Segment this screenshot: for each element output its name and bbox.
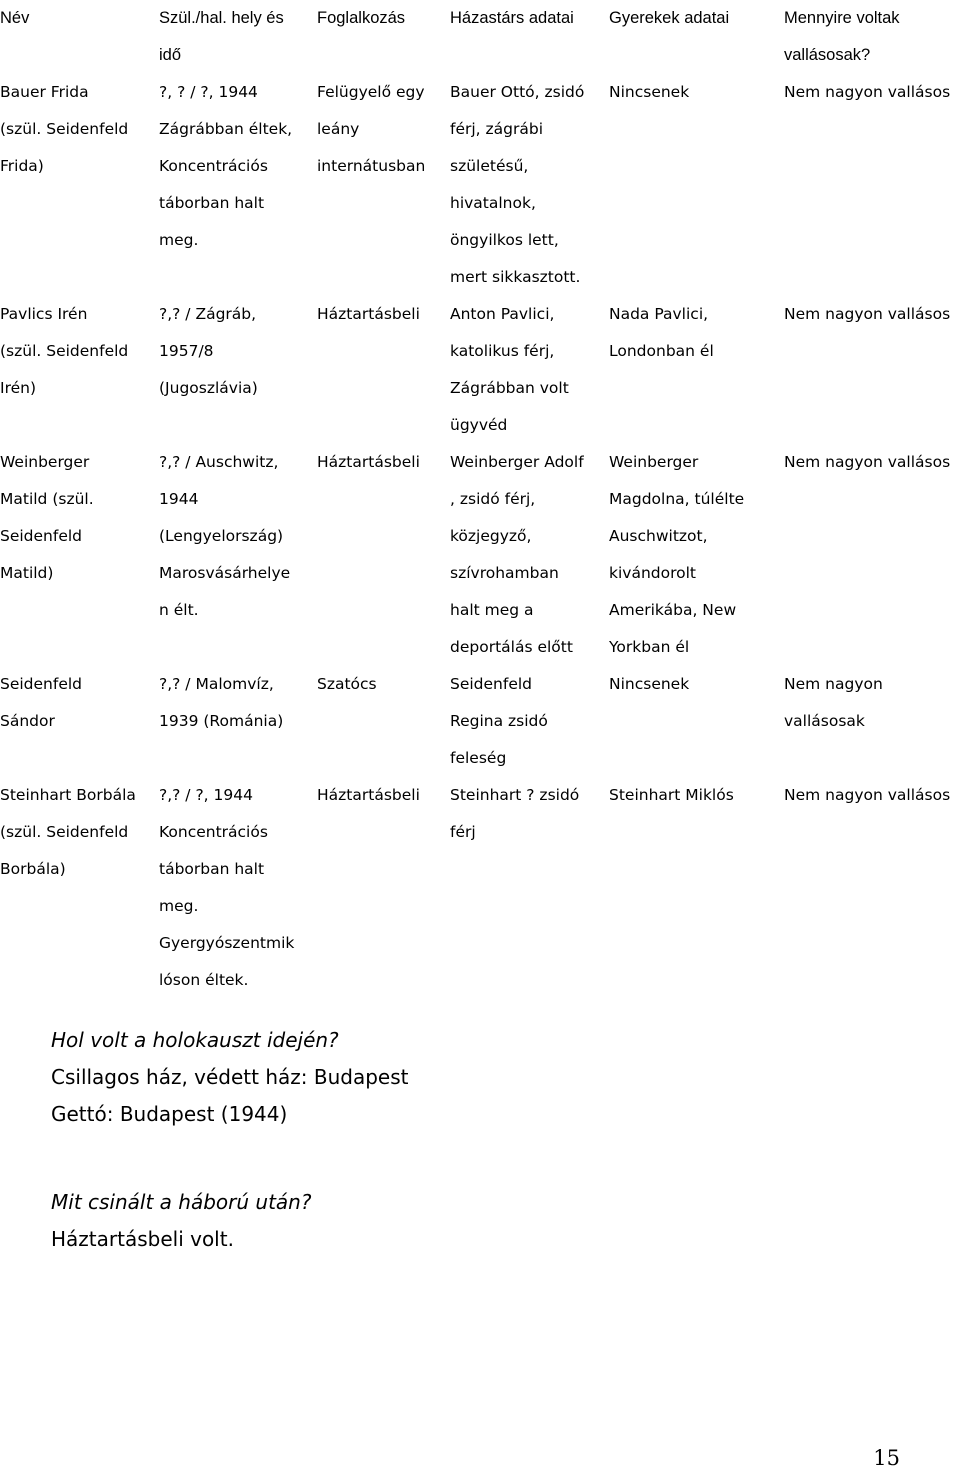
header-cell [784, 0, 960, 74]
table-cell [159, 666, 317, 777]
cell-line: Nem nagyon vallásos [784, 305, 951, 323]
cell-line: Nincsenek [609, 83, 690, 101]
cell-line: Marosvásárhelye [159, 564, 291, 582]
table-cell [784, 74, 960, 296]
header-cell [0, 0, 159, 74]
table-cell [609, 666, 784, 777]
cell-line: Felügyelő egy [317, 83, 425, 101]
cell-line: Seidenfeld [450, 675, 533, 693]
header-cell-line: Foglalkozás [317, 9, 406, 27]
cell-line: férj [450, 823, 476, 841]
table-cell [450, 666, 609, 777]
cell-line: Steinhart Borbála [0, 786, 136, 804]
table-cell [784, 666, 960, 777]
cell-line: Háztartásbeli [317, 786, 420, 804]
table-cell [784, 296, 960, 444]
table-cell [609, 444, 784, 666]
table-row [0, 74, 960, 296]
cell-line: Zágrábban volt [450, 379, 569, 397]
cell-line: Nem nagyon vallásos [784, 786, 951, 804]
cell-line: Borbála) [0, 860, 66, 878]
table-cell [159, 74, 317, 296]
cell-line: Matild) [0, 564, 54, 582]
table-cell [317, 777, 450, 999]
cell-line: Weinberger Adolf [450, 453, 584, 471]
cell-line: táborban halt [159, 860, 265, 878]
cell-line: internátusban [317, 157, 426, 175]
header-cell-line: Gyerekek adatai [609, 9, 730, 27]
cell-line: Háztartásbeli [317, 305, 420, 323]
cell-line: (szül. Seidenfeld [0, 342, 129, 360]
cell-line: Pavlics Irén [0, 305, 88, 323]
table-cell [784, 444, 960, 666]
cell-line: lóson éltek. [159, 971, 249, 989]
cell-line: Seidenfeld [0, 675, 83, 693]
cell-line: , zsidó férj, [450, 490, 536, 508]
cell-line: ?,? / ?, 1944 [159, 786, 253, 804]
cell-line: Koncentrációs [159, 157, 268, 175]
cell-line: meg. [159, 897, 199, 915]
table-cell [0, 296, 159, 444]
table-cell [159, 296, 317, 444]
header-cell [317, 0, 450, 74]
cell-line: ?,? / Auschwitz, [159, 453, 279, 471]
table-cell [0, 777, 159, 999]
cell-line: hivatalnok, [450, 194, 536, 212]
table-cell [450, 777, 609, 999]
cell-line: halt meg a [450, 601, 534, 619]
answer-after-war: Háztartásbeli volt. [51, 1227, 234, 1251]
table-cell [450, 296, 609, 444]
cell-line: szívrohamban [450, 564, 559, 582]
cell-line: (Lengyelország) [159, 527, 284, 545]
cell-line: (szül. Seidenfeld [0, 823, 129, 841]
header-cell [609, 0, 784, 74]
cell-line: Steinhart Miklós [609, 786, 734, 804]
cell-line: öngyilkos lett, [450, 231, 559, 249]
table-row [0, 444, 960, 666]
cell-line: születésű, [450, 157, 529, 175]
table-row [0, 666, 960, 777]
cell-line: deportálás előtt [450, 638, 573, 656]
cell-line: Szatócs [317, 675, 377, 693]
cell-line: Amerikába, New [609, 601, 737, 619]
cell-line: vallásosak [784, 712, 865, 730]
cell-line: Weinberger [0, 453, 90, 471]
answer-house: Csillagos ház, védett ház: Budapest [51, 1065, 409, 1089]
table-cell [450, 74, 609, 296]
header-cell [450, 0, 609, 74]
cell-line: ?, ? / ?, 1944 [159, 83, 258, 101]
table-cell [609, 74, 784, 296]
question-holocaust: Hol volt a holokauszt idején? [51, 1028, 339, 1052]
table-header-row [0, 0, 960, 74]
cell-line: Koncentrációs [159, 823, 268, 841]
cell-line: (szül. Seidenfeld [0, 120, 129, 138]
cell-line: Anton Pavlici, [450, 305, 555, 323]
table-cell [0, 666, 159, 777]
table-cell [159, 444, 317, 666]
question-after-war: Mit csinált a háború után? [51, 1190, 312, 1214]
cell-line: Zágrábban éltek, [159, 120, 293, 138]
cell-line: meg. [159, 231, 199, 249]
cell-line: ?,? / Malomvíz, [159, 675, 274, 693]
table-cell [609, 777, 784, 999]
cell-line: mert sikkasztott. [450, 268, 581, 286]
cell-line: Londonban él [609, 342, 714, 360]
header-cell-line: vallásosak? [784, 46, 871, 64]
table-cell [317, 444, 450, 666]
table-cell [609, 296, 784, 444]
cell-line: Bauer Ottó, zsidó [450, 83, 585, 101]
cell-line: Steinhart ? zsidó [450, 786, 580, 804]
header-cell-line: Mennyire voltak [784, 9, 900, 27]
cell-line: Yorkban él [609, 638, 690, 656]
cell-line: Nincsenek [609, 675, 690, 693]
cell-line: leány [317, 120, 360, 138]
table-cell [0, 74, 159, 296]
cell-line: Nem nagyon vallásos [784, 83, 951, 101]
cell-line: Matild (szül. [0, 490, 94, 508]
cell-line: Nem nagyon [784, 675, 883, 693]
header-cell [159, 0, 317, 74]
cell-line: Regina zsidó [450, 712, 548, 730]
header-cell-line: idő [159, 46, 182, 64]
cell-line: ügyvéd [450, 416, 508, 434]
table-body [0, 74, 960, 999]
table-row [0, 777, 960, 999]
cell-line: Nem nagyon vallásos [784, 453, 951, 471]
notes-spacer [51, 1133, 408, 1184]
cell-line: 1944 [159, 490, 199, 508]
cell-line: 1939 (Románia) [159, 712, 284, 730]
table-header [0, 0, 960, 74]
cell-line: közjegyző, [450, 527, 532, 545]
cell-line: Magdolna, túlélte [609, 490, 745, 508]
page-number: 15 [873, 1446, 900, 1470]
cell-line: katolikus férj, [450, 342, 555, 360]
cell-line: Seidenfeld [0, 527, 83, 545]
cell-line: Nada Pavlici, [609, 305, 709, 323]
answer-ghetto: Gettó: Budapest (1944) [51, 1102, 288, 1126]
table-cell [317, 666, 450, 777]
cell-line: Háztartásbeli [317, 453, 420, 471]
header-cell-line: Házastárs adatai [450, 9, 574, 27]
table-cell [450, 444, 609, 666]
cell-line: táborban halt [159, 194, 265, 212]
table-cell [159, 777, 317, 999]
cell-line: Frida) [0, 157, 44, 175]
cell-line: Irén) [0, 379, 37, 397]
table-cell [784, 777, 960, 999]
table-cell [317, 74, 450, 296]
table-row [0, 296, 960, 444]
cell-line: Gyergyószentmik [159, 934, 295, 952]
cell-line: Weinberger [609, 453, 699, 471]
cell-line: n élt. [159, 601, 199, 619]
cell-line: Sándor [0, 712, 55, 730]
header-cell-line: Név [0, 9, 30, 27]
cell-line: Bauer Frida [0, 83, 89, 101]
cell-line: 1957/8 [159, 342, 214, 360]
cell-line: férj, zágrábi [450, 120, 544, 138]
cell-line: ?,? / Zágráb, [159, 305, 257, 323]
table-cell [0, 444, 159, 666]
header-cell-line: Szül./hal. hely és [159, 9, 284, 27]
cell-line: feleség [450, 749, 507, 767]
table-cell [317, 296, 450, 444]
cell-line: (Jugoszlávia) [159, 379, 258, 397]
notes-section [51, 1022, 408, 1258]
cell-line: Auschwitzot, [609, 527, 708, 545]
cell-line: kivándorolt [609, 564, 696, 582]
